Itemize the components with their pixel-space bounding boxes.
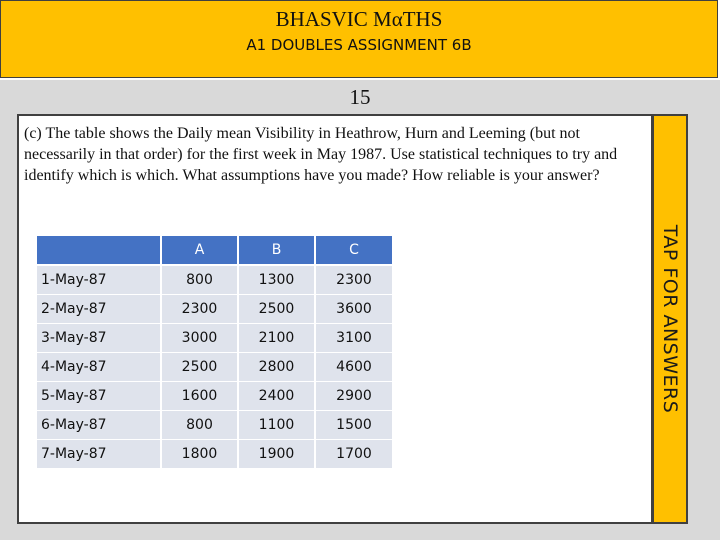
value-cell: 3600 [316,295,394,324]
question-text: (c) The table shows the Daily mean Visibility in Heathrow, Hurn and Leeming (but not necessarily in that order) for the first week in May 1987. Use statistical techniques to try and identify which is which. What assumptions have you made? How reliable is your answer? [24,125,618,184]
date-cell: 3-May-87 [37,324,162,353]
page-number: 15 [349,85,371,109]
value-cell: 1900 [239,440,316,469]
page-title: BHASVIC MαTHS [275,7,443,31]
tap-for-answers-button[interactable] [652,114,688,524]
value-cell: 2500 [162,353,239,382]
table-row [37,440,394,469]
value-cell: 4600 [316,353,394,382]
date-cell: 7-May-87 [37,440,162,469]
date-cell: 2-May-87 [37,295,162,324]
table-header-row [37,236,394,266]
table-row [37,353,394,382]
table-row [37,411,394,440]
date-cell: 6-May-87 [37,411,162,440]
table-header-b: B [239,236,316,266]
title-banner [0,0,718,78]
value-cell: 1700 [316,440,394,469]
table-header-blank [37,236,162,266]
value-cell: 2300 [316,266,394,295]
value-cell: 1800 [162,440,239,469]
table-header-c: C [316,236,394,266]
table-row [37,295,394,324]
date-cell: 5-May-87 [37,382,162,411]
value-cell: 800 [162,411,239,440]
table-row [37,266,394,295]
table-row [37,382,394,411]
value-cell: 2900 [316,382,394,411]
date-cell: 1-May-87 [37,266,162,295]
value-cell: 800 [162,266,239,295]
tap-for-answers-label: TAP FOR ANSWERS [659,224,681,414]
value-cell: 2800 [239,353,316,382]
value-cell: 2100 [239,324,316,353]
table-row [37,324,394,353]
value-cell: 3100 [316,324,394,353]
value-cell: 1500 [316,411,394,440]
visibility-table [37,236,394,469]
value-cell: 1600 [162,382,239,411]
value-cell: 3000 [162,324,239,353]
table-header-a: A [162,236,239,266]
date-cell: 4-May-87 [37,353,162,382]
value-cell: 1100 [239,411,316,440]
value-cell: 1300 [239,266,316,295]
value-cell: 2500 [239,295,316,324]
value-cell: 2300 [162,295,239,324]
assignment-subtitle: A1 DOUBLES ASSIGNMENT 6B [246,36,472,54]
value-cell: 2400 [239,382,316,411]
